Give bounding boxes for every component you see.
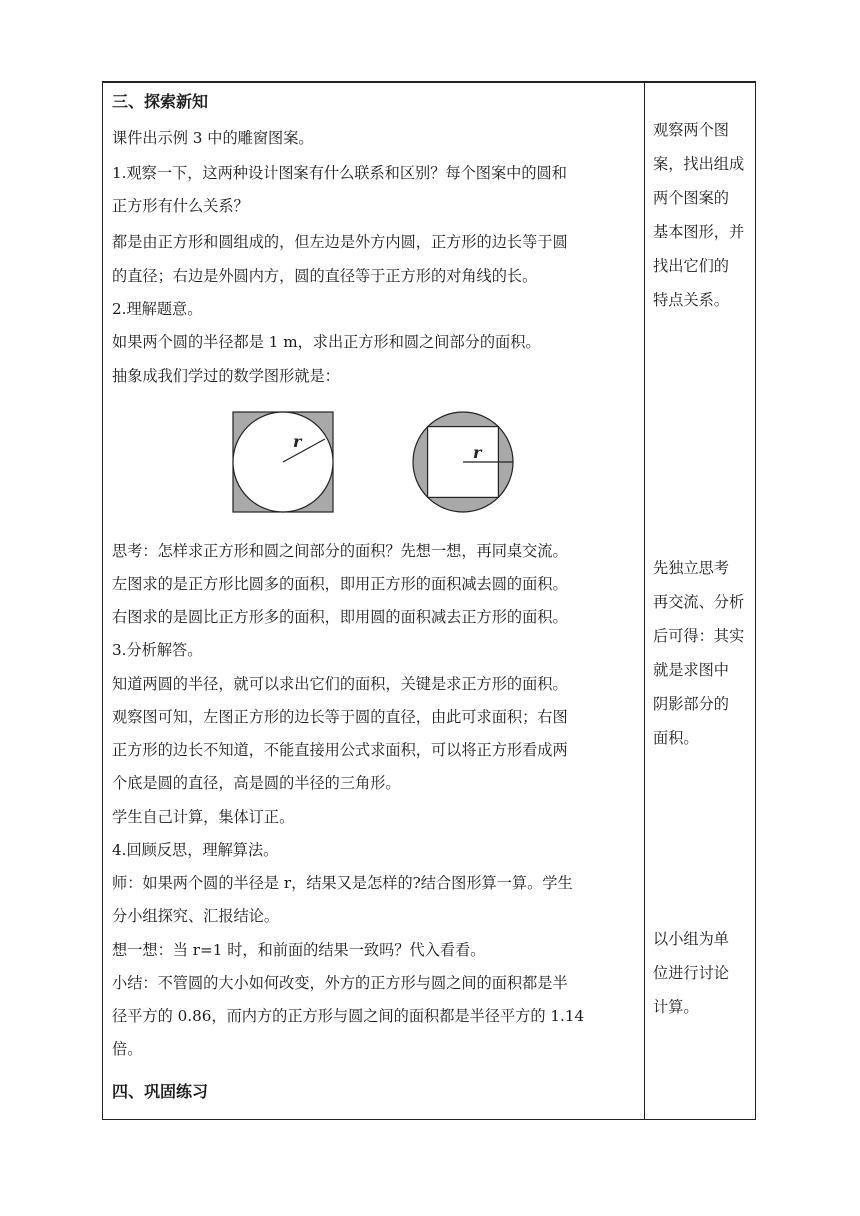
text-line: 右图求的是圆比正方形多的面积，即用圆的面积减去正方形的面积。 xyxy=(112,608,568,626)
figure-square-outside-circle xyxy=(233,412,333,512)
note-line: 后可得：其实 xyxy=(653,627,745,645)
main-content-cell xyxy=(103,83,645,1119)
text-line: 1.观察一下，这两种设计图案有什么联系和区别？每个图案中的圆和 xyxy=(112,164,567,182)
note-line: 计算。 xyxy=(653,998,699,1016)
note-line: 阴影部分的 xyxy=(653,695,729,713)
text-line: 正方形的边长不知道，不能直接用公式求面积，可以将正方形看成两 xyxy=(112,741,568,759)
note-line: 面积。 xyxy=(653,729,699,747)
section-heading-3: 三、探索新知 xyxy=(112,92,209,111)
lesson-table xyxy=(102,81,756,1120)
text-line: 的直径；右边是外圆内方，圆的直径等于正方形的对角线的长。 xyxy=(112,267,538,285)
text-line: 观察图可知，左图正方形的边长等于圆的直径，由此可求面积；右图 xyxy=(112,708,568,726)
note-line: 观察两个图 xyxy=(653,121,729,139)
teaching-notes-cell xyxy=(645,83,755,1119)
note-line: 两个图案的 xyxy=(653,189,729,207)
text-line: 知道两圆的半径，就可以求出它们的面积，关键是求正方形的面积。 xyxy=(112,675,568,693)
text-line: 个底是圆的直径，高是圆的半径的三角形。 xyxy=(112,774,401,792)
text-line: 左图求的是正方形比圆多的面积，即用正方形的面积减去圆的面积。 xyxy=(112,575,568,593)
note-line: 再交流、分析 xyxy=(653,593,745,611)
text-line: 3.分析解答。 xyxy=(112,641,203,659)
text-line: 师：如果两个圆的半径是 r，结果又是怎样的?结合图形算一算。学生 xyxy=(112,874,573,892)
text-line: 分小组探究、汇报结论。 xyxy=(112,907,280,925)
note-line: 找出它们的 xyxy=(653,257,729,275)
radius-label-right: r xyxy=(473,443,482,462)
section-heading-4: 四、巩固练习 xyxy=(112,1082,209,1101)
geometry-figures xyxy=(229,410,519,514)
text-line: 想一想：当 r=1 时，和前面的结果一致吗？代入看看。 xyxy=(112,941,486,959)
text-line: 倍。 xyxy=(112,1040,143,1058)
radius-label-left: r xyxy=(293,432,302,451)
text-line: 思考：怎样求正方形和圆之间部分的面积？先想一想，再同桌交流。 xyxy=(112,542,568,560)
text-line: 正方形有什么关系？ xyxy=(112,197,249,215)
text-line: 都是由正方形和圆组成的，但左边是外方内圆，正方形的边长等于圆 xyxy=(112,233,568,251)
figure-circle-outside-square xyxy=(413,412,513,512)
text-line: 学生自己计算，集体订正。 xyxy=(112,808,295,826)
note-line: 特点关系。 xyxy=(653,291,729,309)
text-line: 2.理解题意。 xyxy=(112,300,203,318)
note-line: 基本图形，并 xyxy=(653,223,745,241)
note-line: 就是求图中 xyxy=(653,661,729,679)
text-line: 4.回顾反思，理解算法。 xyxy=(112,841,279,859)
note-line: 先独立思考 xyxy=(653,559,729,577)
note-line: 案，找出组成 xyxy=(653,155,745,173)
text-line: 抽象成我们学过的数学图形就是： xyxy=(112,367,340,385)
text-line: 小结：不管圆的大小如何改变，外方的正方形与圆之间的面积都是半 xyxy=(112,974,568,992)
text-line: 径平方的 0.86，而内方的正方形与圆之间的面积都是半径平方的 1.14 xyxy=(112,1007,585,1025)
text-line: 如果两个圆的半径都是 1 m，求出正方形和圆之间部分的面积。 xyxy=(112,333,541,351)
note-line: 位进行讨论 xyxy=(653,964,729,982)
note-line: 以小组为单 xyxy=(653,930,729,948)
text-line: 课件出示例 3 中的雕窗图案。 xyxy=(112,129,314,147)
